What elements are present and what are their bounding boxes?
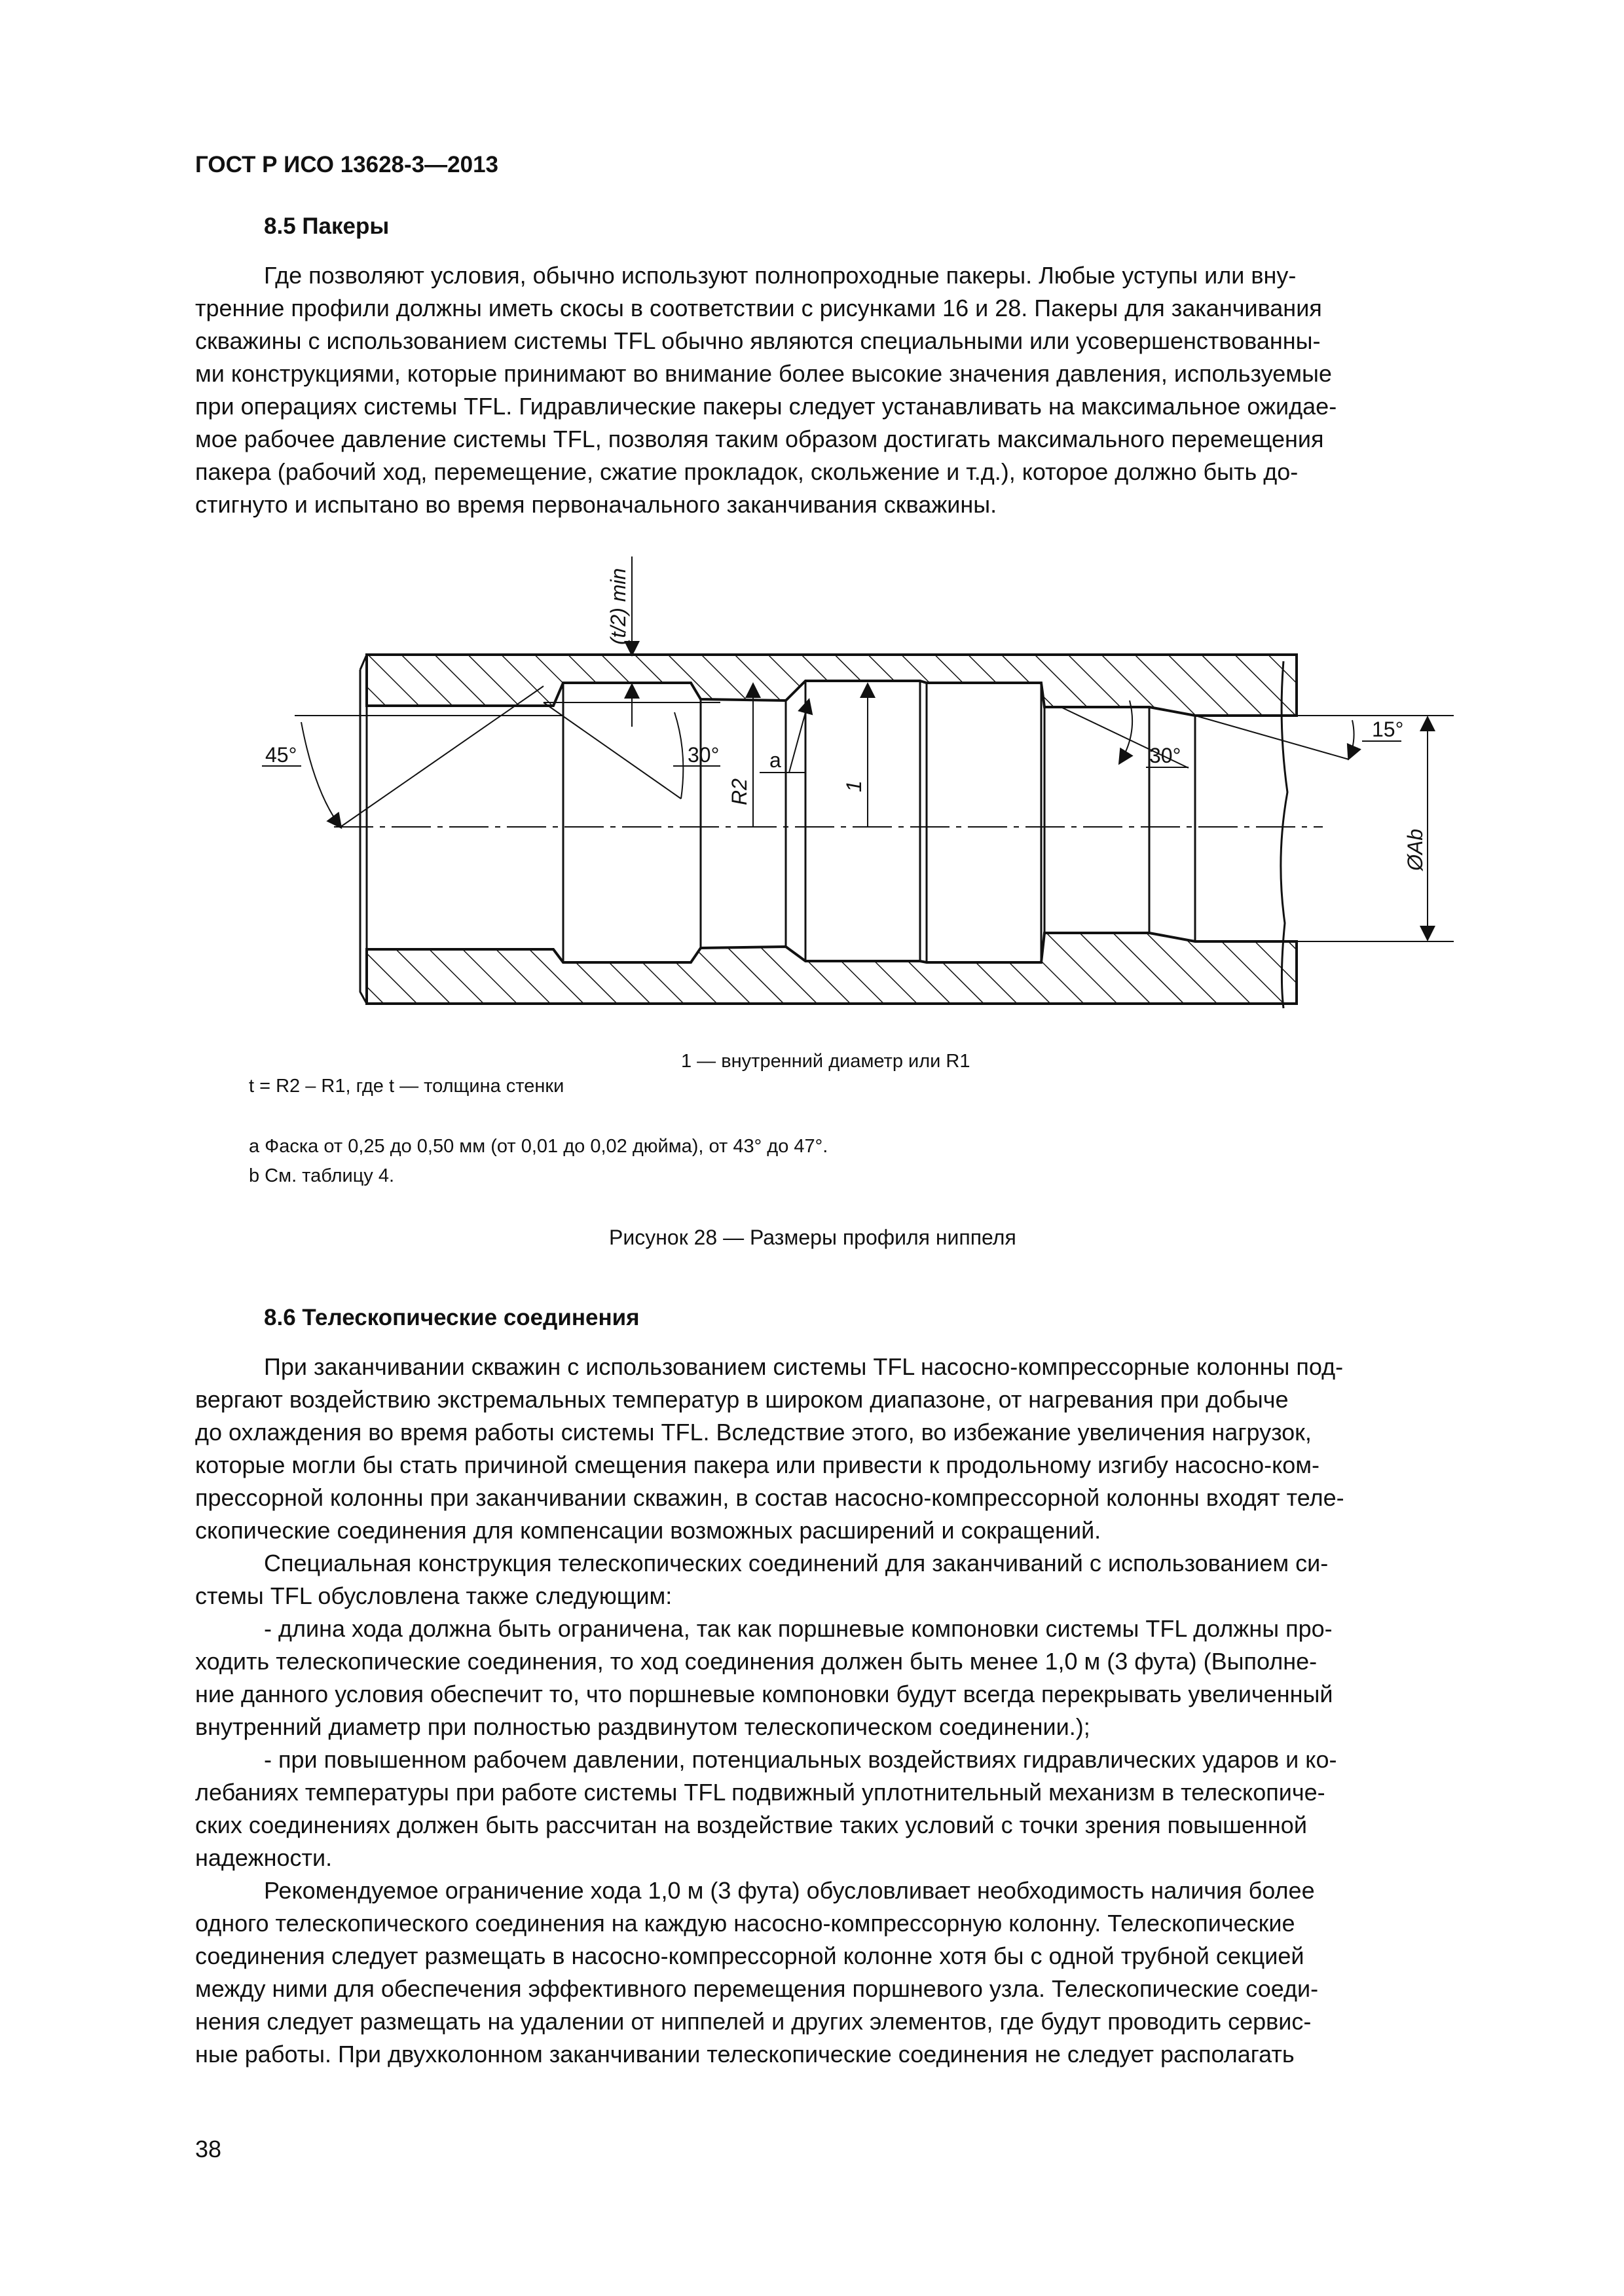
text-line: ских соединениях должен быть рассчитан на воздействие таких условий с точки зрения повышенной: [195, 1812, 1307, 1838]
upper-wall-section: [367, 655, 1297, 716]
section-title-8-5: 8.5 Пакеры: [264, 213, 390, 239]
text-line: стигнуто и испытано во время первоначального заканчивания скважины.: [195, 491, 997, 518]
text-line: внутренний диаметр при полностью раздвинутом телескопическом соединении.);: [195, 1713, 1090, 1740]
figure-note-b: b См. таблицу 4.: [249, 1165, 395, 1186]
label-angle-15: 15°: [1372, 718, 1404, 741]
text-line: которые могли бы стать причиной смещения пакера или привести к продольному изгибу насосно-ком-: [195, 1451, 1320, 1478]
text-line: прессорной колонны при заканчивании скважин, в состав насосно-компрессорной колонны входят теле-: [195, 1484, 1344, 1511]
text-line: тренние профили должны иметь скосы в соответствии с рисунками 16 и 28. Пакеры для заканчивания: [195, 295, 1322, 321]
text-line: Где позволяют условия, обычно используют полнопроходные пакеры. Любые уступы или вну-: [264, 262, 1297, 289]
section-title-8-6: 8.6 Телескопические соединения: [264, 1305, 640, 1330]
document-id: ГОСТ Р ИСО 13628-3—2013: [195, 152, 498, 177]
label-angle-45: 45°: [265, 743, 297, 767]
text-line: - длина хода должна быть ограничена, так как поршневые компоновки системы TFL должны про-: [264, 1615, 1333, 1642]
text-line: одного телескопического соединения на каждую насосно-компрессорную колонну. Телескопические: [195, 1910, 1295, 1937]
text-line: скважины с использованием системы TFL обычно являются специальными или усовершенствованны-: [195, 327, 1321, 354]
text-line: нения следует размещать на удалении от ниппелей и других элементов, где будут проводить сервис-: [195, 2008, 1312, 2035]
label-item-1: 1: [842, 780, 866, 792]
text-line: лебаниях температуры при работе системы TFL подвижный уплотнительный механизм в телескопиче-: [195, 1779, 1325, 1806]
label-angle-30-right: 30°: [1149, 744, 1181, 767]
text-line: стемы TFL обусловлена также следующим:: [195, 1582, 673, 1609]
text-line: мое рабочее давление системы TFL, позволяя таким образом достигать максимального перемещения: [195, 426, 1324, 452]
text-line: Рекомендуемое ограничение хода 1,0 м (3 фута) обусловливает необходимость наличия более: [264, 1877, 1315, 1904]
label-t-half-min: (t/2) min: [606, 568, 630, 645]
text-line: При заканчивании скважин с использованием системы TFL насосно-компрессорные колонны под-: [264, 1353, 1344, 1380]
body-8-6: [195, 1351, 1506, 2071]
text-line: при операциях системы TFL. Гидравлические пакеры следует устанавливать на максимальное ожидае-: [195, 393, 1337, 420]
label-chamfer-a: a: [769, 748, 781, 772]
text-line: вергают воздействию экстремальных температур в широком диапазоне, от нагревания при добыче: [195, 1386, 1289, 1413]
text-line: ходить телескопические соединения, то ход соединения должен быть менее 1,0 м (3 фута) (Выполне-: [195, 1648, 1318, 1675]
label-r2: R2: [728, 778, 751, 805]
text-line: между ними для обеспечения эффективного перемещения поршневого узла. Телескопические соеди-: [195, 1975, 1319, 2002]
text-line: - при повышенном рабочем давлении, потенциальных воздействиях гидравлических ударов и ко-: [264, 1746, 1337, 1773]
text-line: ми конструкциями, которые принимают во внимание более высокие значения давления, используемые: [195, 360, 1332, 387]
text-line: соединения следует размещать в насосно-компрессорной колонне хотя бы с одной трубной секцией: [195, 1942, 1304, 1969]
page-number: 38: [195, 2136, 222, 2162]
paragraph-8-5: [195, 259, 1506, 521]
figure-legend-item: 1 — внутренний диаметр или R1: [681, 1051, 970, 1072]
text-line: надежности.: [195, 1844, 333, 1871]
figure-formula: t = R2 – R1, где t — толщина стенки: [249, 1076, 564, 1097]
text-line: ные работы. При двухколонном заканчивании телескопические соединения не следует располагать: [195, 2041, 1295, 2068]
label-dia-a: ØAb: [1403, 828, 1427, 871]
text-line: пакера (рабочий ход, перемещение, сжатие прокладок, скольжение и т.д.), которое должно быть до-: [195, 458, 1299, 485]
text-line: ние данного условия обеспечит то, что поршневые компоновки будут всегда перекрывать увеличенный: [195, 1681, 1333, 1707]
text-line: до охлаждения во время работы системы TFL. Вследствие этого, во избежание увеличения нагрузок,: [195, 1419, 1312, 1446]
text-line: скопические соединения для компенсации возможных расширений и сокращений.: [195, 1517, 1101, 1544]
figure-caption: Рисунок 28 — Размеры профиля ниппеля: [609, 1226, 1016, 1249]
lower-wall-section: [367, 933, 1297, 1004]
nipple-profile-drawing: [236, 556, 1467, 1080]
text-line: Специальная конструкция телескопических соединений для заканчиваний с использованием си-: [264, 1550, 1329, 1576]
label-angle-30-left: 30°: [688, 743, 720, 767]
figure-note-a: a Фаска от 0,25 до 0,50 мм (от 0,01 до 0,02 дюйма), от 43° до 47°.: [249, 1136, 828, 1157]
